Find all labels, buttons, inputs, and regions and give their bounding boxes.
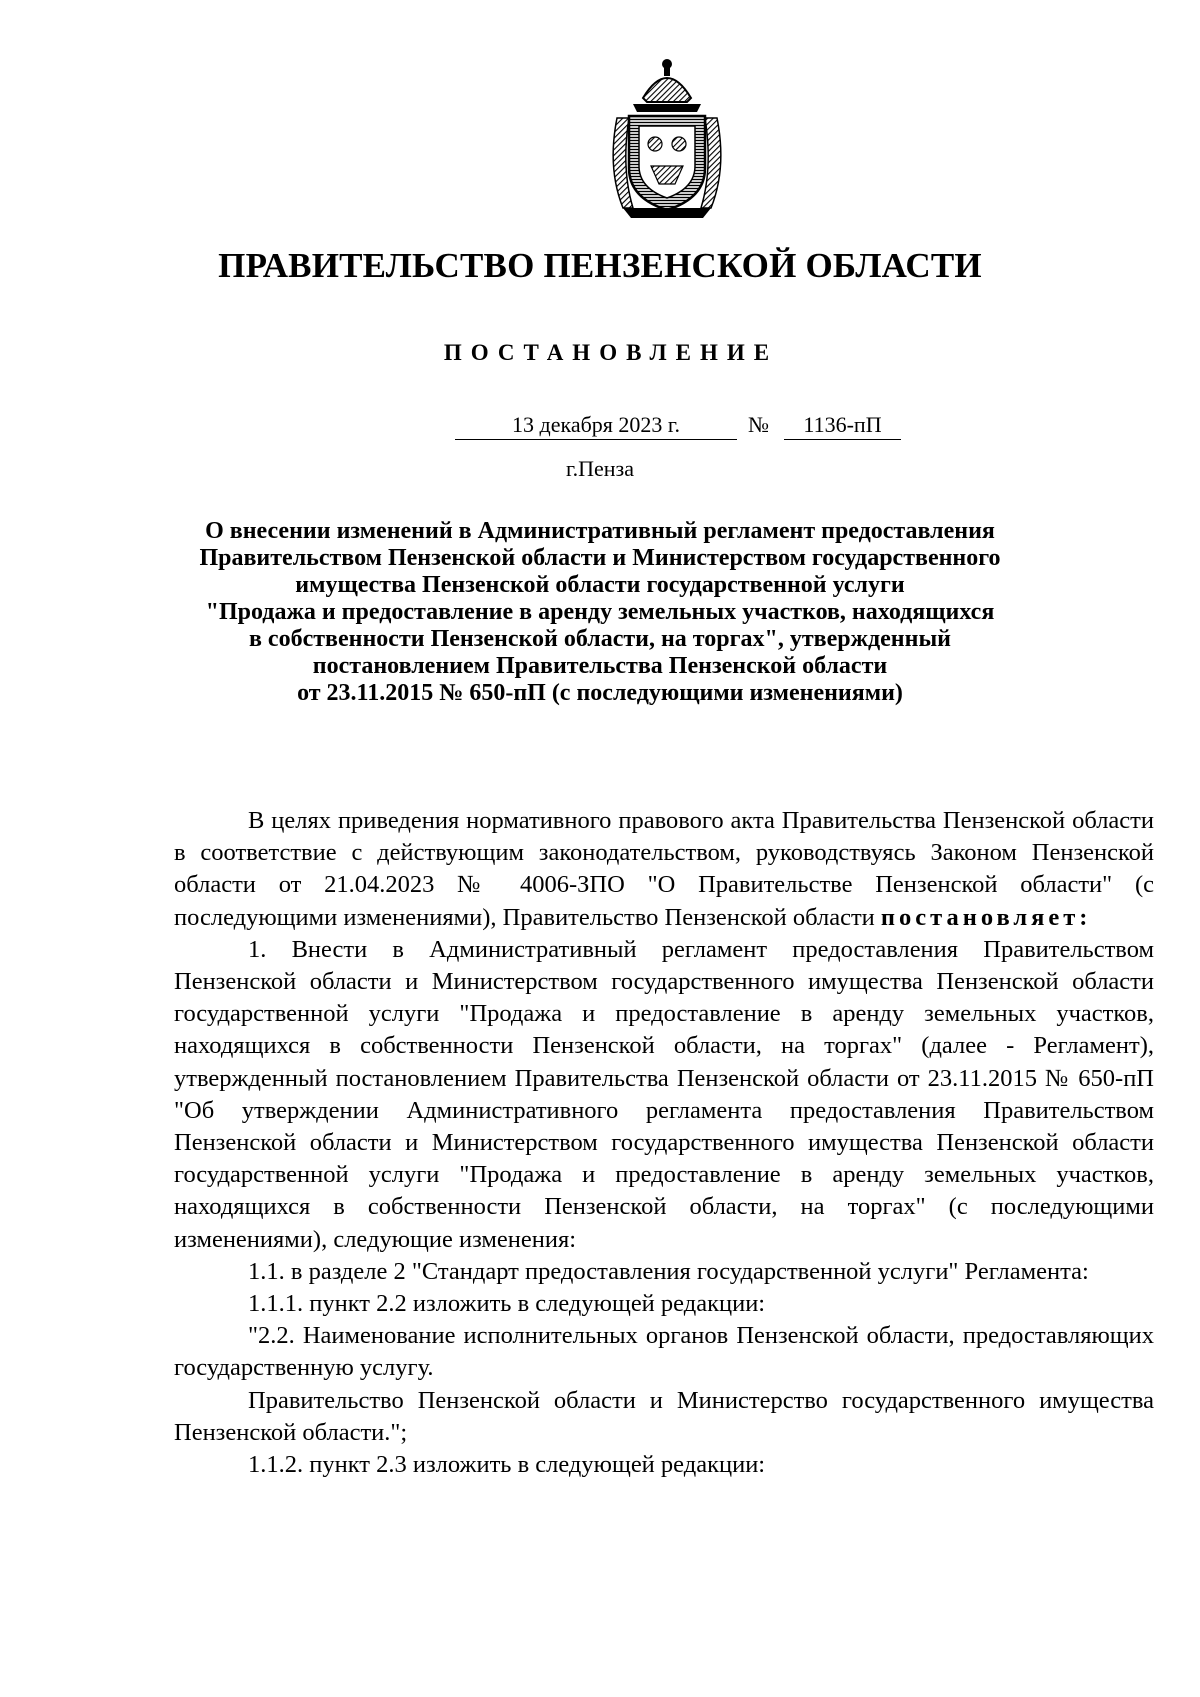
document-type: ПОСТАНОВЛЕНИЕ: [443, 340, 779, 365]
paragraph-item-1: 1. Внести в Административный регламент предоставления Правительством Пензенской области и Министерством государственного имущества Пензенской области государственной услуги "Продажа и предоставление в аренду земельных участков, находящихся в собственности Пензенской области, на торгах" (далее - Регламент), утвержденный постановлением Правительства Пензенской области от 23.11.2015 № 650-пП "Об утверждении Административного регламента предоставления Правительством Пензенской области и Министерством государственного имущества Пензенской области государственной услуги "Продажа и предоставление в аренду земельных участков, находящихся в собственности Пензенской области, на торгах" (с последующими изменениями), следующие изменения:: [174, 935, 1154, 1253]
heading-line: от 23.11.2015 № 650-пП (с последующими изменениями): [297, 680, 903, 706]
heading-line: "Продажа и предоставление в аренду земельных участков, находящихся: [205, 599, 995, 625]
document-city: г.Пенза: [566, 456, 634, 481]
paragraph-providers: Правительство Пензенской области и Министерство государственного имущества Пензенской области.";: [174, 1386, 1154, 1446]
resolves-keyword: постановляет:: [880, 903, 1092, 931]
heading-line: Правительством Пензенской области и Министерством государственного: [199, 545, 1001, 571]
paragraph-item-1-1: 1.1. в разделе 2 "Стандарт предоставления государственной услуги" Регламента:: [248, 1257, 1089, 1285]
paragraph-preamble: [174, 805, 1154, 934]
paragraph-item-1-1-1: 1.1.1. пункт 2.2 изложить в следующей редакции:: [248, 1290, 766, 1318]
heading-line: О внесении изменений в Административный регламент предоставления: [205, 518, 995, 544]
paragraph-item-2-2: "2.2. Наименование исполнительных органов Пензенской области, предоставляющих государственную услугу.: [174, 1322, 1154, 1382]
heading-line: постановлением Правительства Пензенской области: [312, 653, 888, 679]
paragraph-item-1-1-2: 1.1.2. пункт 2.3 изложить в следующей редакции:: [248, 1451, 766, 1479]
coat-of-arms-emblem: [603, 58, 731, 220]
document-body: [174, 805, 1154, 1481]
heading-line: в собственности Пензенской области, на торгах", утвержденный: [248, 626, 952, 652]
government-title: ПРАВИТЕЛЬСТВО ПЕНЗЕНСКОЙ ОБЛАСТИ: [218, 246, 982, 285]
preamble-text: В целях приведения нормативного правового акта Правительства Пензенской области в соответствие с действующим законодательством, руководствуясь Законом Пензенской области от 21.04.2023 № 4006-ЗПО "О Правительстве Пензенской области" (с последующими изменениями), Правительство Пензенской области: [174, 807, 1154, 931]
heading-line: имущества Пензенской области государственной услуги: [295, 572, 905, 598]
document-heading: [150, 518, 1050, 707]
number-sign: №: [748, 412, 769, 437]
document-date: 13 декабря 2023 г.: [455, 411, 737, 440]
document-number: 1136-пП: [784, 411, 901, 440]
